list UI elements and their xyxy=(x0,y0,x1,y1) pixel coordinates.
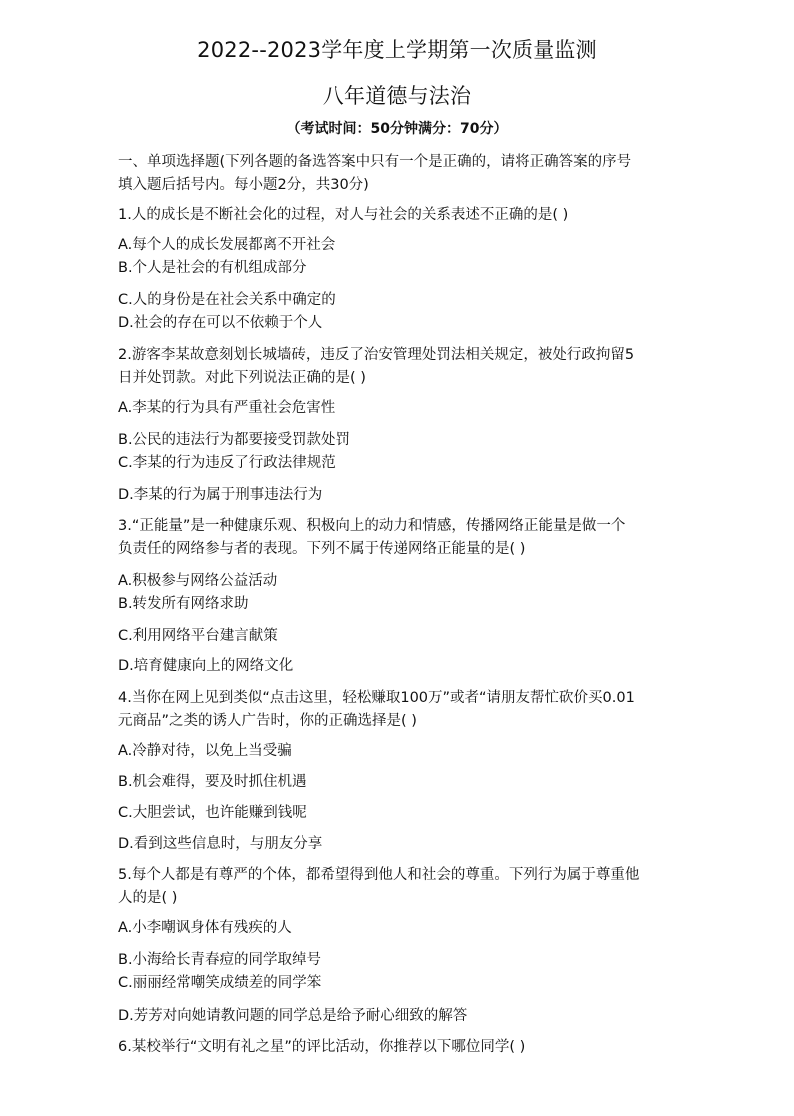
exam-subject: 八年道德与法治 xyxy=(322,84,472,108)
question-3-option-a: A.积极参与网络公益活动 xyxy=(118,573,278,589)
question-4-option-b: B.机会难得，要及时抓住机遇 xyxy=(118,774,307,790)
question-3-option-c: C.利用网络平台建言献策 xyxy=(118,628,278,644)
question-2-option-a: A.李某的行为具有严重社会危害性 xyxy=(118,400,336,416)
question-4-option-d: D.看到这些信息时，与朋友分享 xyxy=(118,836,323,852)
question-1-option-a: A.每个人的成长发展都离不开社会 xyxy=(118,237,336,253)
question-1-option-c: C.人的身份是在社会关系中确定的 xyxy=(118,292,336,308)
question-2-option-b: B.公民的违法行为都要接受罚款处罚 xyxy=(118,432,351,448)
question-4-option-c: C.大胆尝试，也许能赚到钱呢 xyxy=(118,805,307,821)
section-instruction-line-2: 填入题后括号内。每小题2分，共30分) xyxy=(118,177,369,193)
question-3-stem-line-2: 负责任的网络参与者的表现。下列不属于传递网络正能量的是( ) xyxy=(118,541,526,557)
question-1-option-d: D.社会的存在可以不依赖于个人 xyxy=(118,315,323,331)
question-5-option-c: C.丽丽经常嘲笑成绩差的同学笨 xyxy=(118,975,322,991)
question-2-stem-line-1: 2.游客李某故意刻划长城墙砖，违反了治安管理处罚法相关规定，被处行政拘留5 xyxy=(118,347,635,363)
question-1-option-b: B.个人是社会的有机组成部分 xyxy=(118,260,307,276)
question-6-stem: 6.某校举行“文明有礼之星”的评比活动，你推荐以下哪位同学( ) xyxy=(118,1039,526,1055)
question-4-option-a: A.冷静对待，以免上当受骗 xyxy=(118,743,292,759)
question-5-stem-line-1: 5.每个人都是有尊严的个体，都希望得到他人和社会的尊重。下列行为属于尊重他 xyxy=(118,867,640,883)
question-2-stem-line-2: 日并处罚款。对此下列说法正确的是( ) xyxy=(118,370,366,386)
question-4-stem-line-1: 4.当你在网上见到类似“点击这里，轻松赚取100万”或者“请朋友帮忙砍价买0.01 xyxy=(118,690,635,706)
exam-title: 2022--2023学年度上学期第一次质量监测 xyxy=(197,38,597,62)
section-instruction-line-1: 一、单项选择题(下列各题的备选答案中只有一个是正确的，请将正确答案的序号 xyxy=(118,154,632,170)
exam-time-score: （考试时间：50分钟满分：70分） xyxy=(286,121,508,137)
question-5-option-b: B.小海给长青春痘的同学取绰号 xyxy=(118,952,322,968)
question-5-stem-line-2: 人的是( ) xyxy=(118,890,178,906)
question-2-option-d: D.李某的行为属于刑事违法行为 xyxy=(118,487,323,503)
question-3-option-d: D.培育健康向上的网络文化 xyxy=(118,658,294,674)
question-4-stem-line-2: 元商品”之类的诱人广告时，你的正确选择是( ) xyxy=(118,713,417,729)
question-3-option-b: B.转发所有网络求助 xyxy=(118,596,249,612)
question-3-stem-line-1: 3.“正能量”是一种健康乐观、积极向上的动力和情感，传播网络正能量是做一个 xyxy=(118,518,626,534)
question-2-option-c: C.李某的行为违反了行政法律规范 xyxy=(118,455,336,471)
question-1-stem: 1.人的成长是不断社会化的过程，对人与社会的关系表述不正确的是( ) xyxy=(118,207,569,223)
question-5-option-d: D.芳芳对向她请教问题的同学总是给予耐心细致的解答 xyxy=(118,1008,468,1024)
question-5-option-a: A.小李嘲讽身体有残疾的人 xyxy=(118,920,292,936)
